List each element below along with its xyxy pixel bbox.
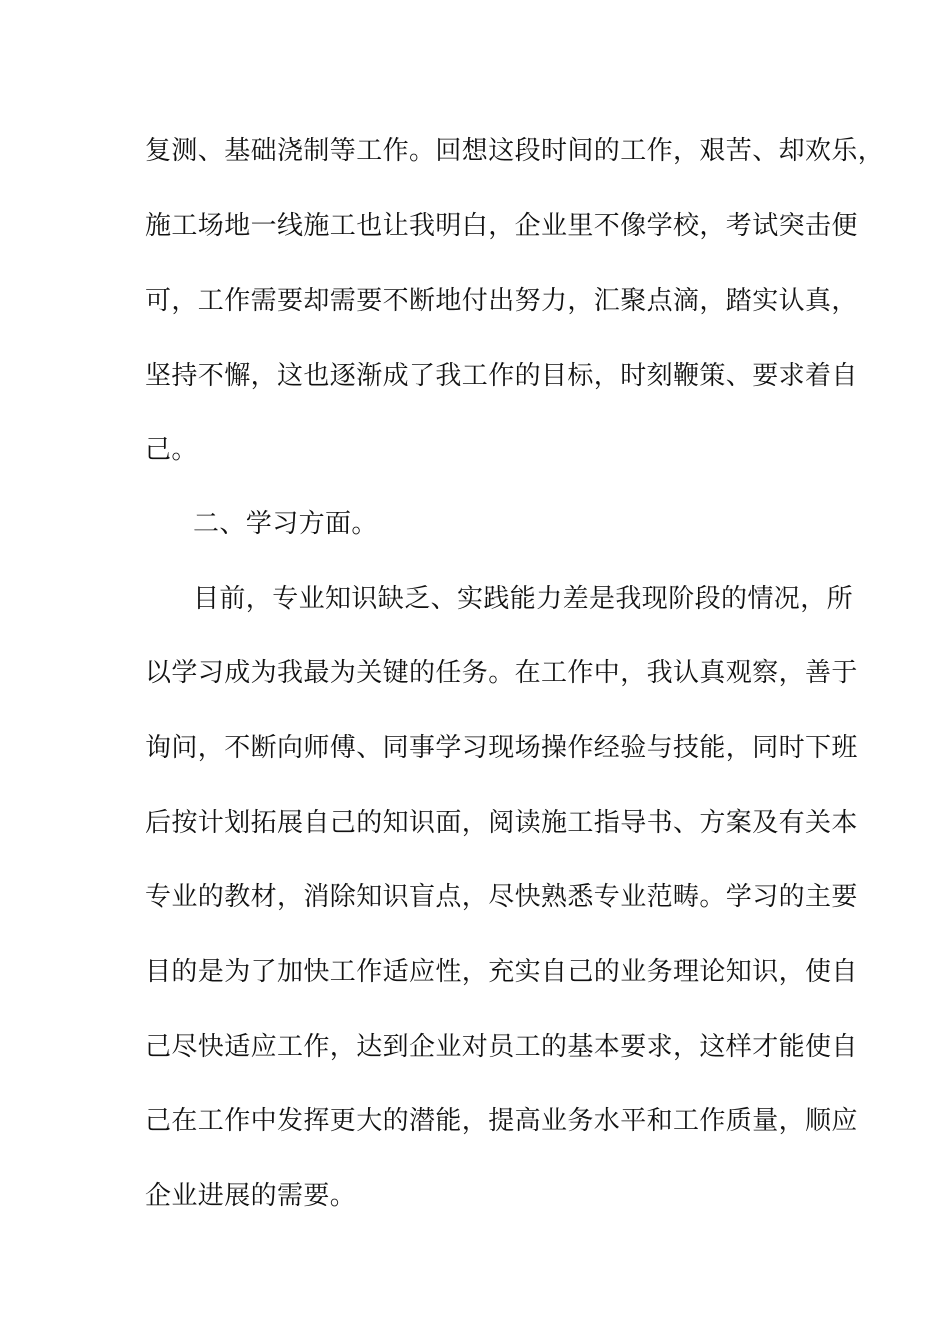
paragraph-line: 目前，专业知识缺乏、实践能力差是我现阶段的情况，所 <box>193 584 854 614</box>
paragraph-line: 施工场地一线施工也让我明白，企业里不像学校，考试突击便 <box>145 211 858 241</box>
paragraph-line: 专业的教材，消除知识盲点，尽快熟悉专业范畴。学习的主要 <box>145 882 858 912</box>
paragraph-line: 以学习成为我最为关键的任务。在工作中，我认真观察，善于 <box>145 658 858 688</box>
paragraph-line: 后按计划拓展自己的知识面，阅读施工指导书、方案及有关本 <box>145 808 858 838</box>
paragraph-line: 己。 <box>145 435 198 465</box>
section-heading: 二、学习方面。 <box>193 509 378 539</box>
paragraph-line: 复测、基础浇制等工作。回想这段时间的工作，艰苦、却欢乐， <box>145 136 885 166</box>
paragraph-line: 坚持不懈，这也逐渐成了我工作的目标，时刻鞭策、要求着自 <box>145 361 858 391</box>
paragraph-line: 己尽快适应工作，达到企业对员工的基本要求，这样才能使自 <box>145 1032 858 1062</box>
paragraph-line: 企业进展的需要。 <box>145 1181 357 1211</box>
paragraph-line: 己在工作中发挥更大的潜能，提高业务水平和工作质量，顺应 <box>145 1106 858 1136</box>
paragraph-line: 可，工作需要却需要不断地付出努力，汇聚点滴，踏实认真， <box>145 286 858 316</box>
paragraph-line: 询问，不断向师傅、同事学习现场操作经验与技能，同时下班 <box>145 733 858 763</box>
paragraph-line: 目的是为了加快工作适应性，充实自己的业务理论知识，使自 <box>145 957 858 987</box>
